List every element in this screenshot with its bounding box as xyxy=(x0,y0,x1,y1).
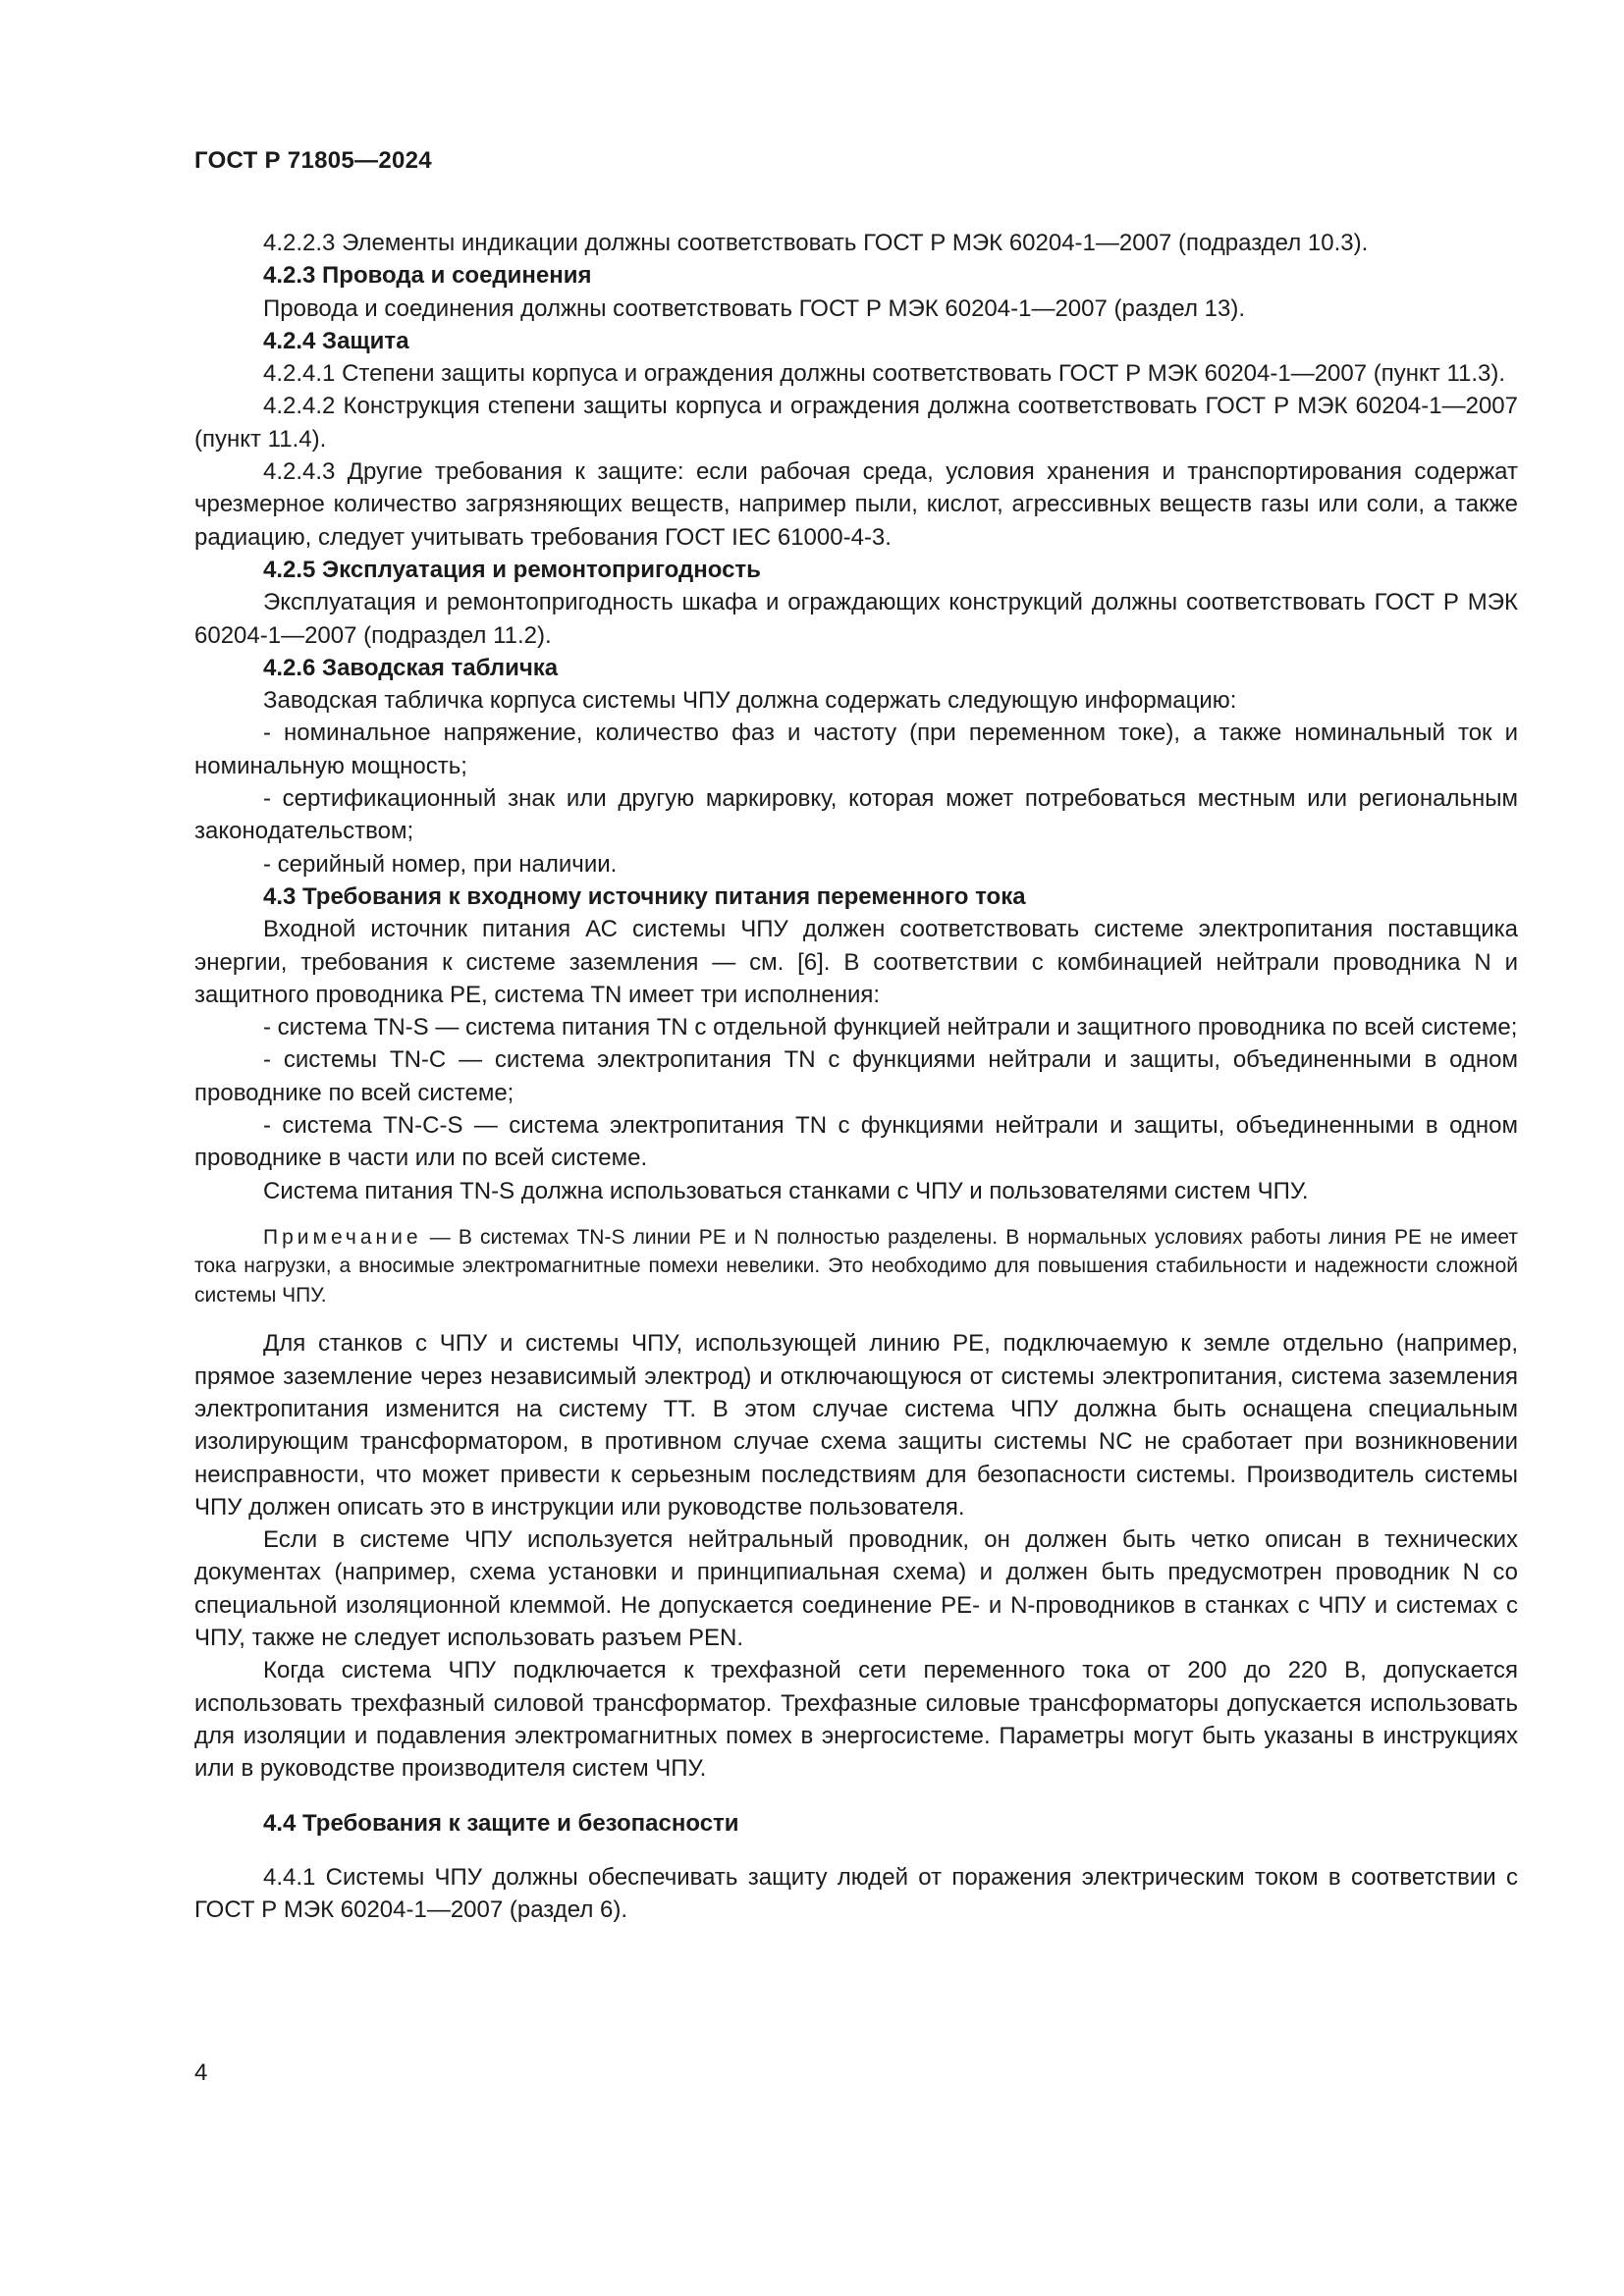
list-item-certification: - сертификационный знак или другую маркировку, которая может потребоваться местным или региональным законодательством; xyxy=(194,785,1518,845)
list-item-voltage: - номинальное напряжение, количество фаз и частоту (при переменном токе), а также номинальный ток и номинальную мощность; xyxy=(194,720,1518,779)
document-designation: ГОСТ Р 71805—2024 xyxy=(194,147,432,174)
paragraph-4-2-4-1: 4.2.4.1 Степени защиты корпуса и ограждения должны соответствовать ГОСТ Р МЭК 60204-1—2007 (пункт 11.3). xyxy=(263,360,1506,388)
list-item-tn-s: - система TN-S — система питания TN с отдельной функцией нейтрали и защитного проводника по всей системе; xyxy=(263,1014,1518,1041)
document-body xyxy=(194,227,1518,1926)
list-item-tn-c: - системы TN-C — система электропитания TN с функциями нейтрали и защиты, объединенными в одном проводнике по всей системе; xyxy=(194,1046,1518,1106)
note-label: Примечание xyxy=(263,1225,422,1249)
paragraph-4-2-2-3: 4.2.2.3 Элементы индикации должны соответствовать ГОСТ Р МЭК 60204-1—2007 (подраздел 10.3). xyxy=(263,230,1369,256)
paragraph-4-4-1: 4.4.1 Системы ЧПУ должны обеспечивать защиту людей от поражения электрическим током в соответствии с ГОСТ Р МЭК 60204-1—2007 (раздел 6). xyxy=(194,1863,1518,1924)
paragraph-three-phase: Когда система ЧПУ подключается к трехфазной сети переменного тока от 200 до 220 В, допускается использовать трехфазный силовой трансформатор. Трехфазные силовые трансформаторы допускается использовать для изоляции и подавления электромагнитных помех в энергосистеме. Параметры могут быть указаны в инструкциях или в руководстве производителя систем ЧПУ. xyxy=(194,1657,1518,1783)
paragraph-wires: Провода и соединения должны соответствовать ГОСТ Р МЭК 60204-1—2007 (раздел 13). xyxy=(263,294,1245,322)
heading-4-2-3: 4.2.3 Провода и соединения xyxy=(263,262,592,290)
heading-4-2-4: 4.2.4 Защита xyxy=(263,327,409,354)
paragraph-tn-s-usage: Система питания TN-S должна использоваться станками с ЧПУ и пользователями систем ЧПУ. xyxy=(263,1177,1309,1204)
paragraph-4-2-4-2: 4.2.4.2 Конструкция степени защиты корпуса и ограждения должна соответствовать ГОСТ Р МЭК 60204-1—2007 (пункт 11.4). xyxy=(194,393,1518,453)
paragraph-nameplate: Заводская табличка корпуса системы ЧПУ должна содержать следующую информацию: xyxy=(263,687,1237,715)
document-page xyxy=(194,145,1518,1926)
paragraph-maintenance: Эксплуатация и ремонтопригодность шкафа и ограждающих конструкций должны соответствовать ГОСТ Р МЭК 60204-1—2007 (подраздел 11.2). xyxy=(194,589,1518,649)
paragraph-neutral: Если в системе ЧПУ используется нейтральный проводник, он должен быть четко описан в технических документах (например, схема установки и принципиальная схема) и должен быть предусмотрен проводник N со специальной изоляционной клеммой. Не допускается соединение PE- и N-проводников в станках с ЧПУ и системах с ЧПУ, также не следует использовать разъем PEN. xyxy=(194,1526,1518,1652)
heading-4-4: 4.4 Требования к защите и безопасности xyxy=(263,1809,739,1837)
list-item-tn-c-s: - система TN-C-S — система электропитания TN с функциями нейтрали и защиты, объединенными в одном проводнике в части или по всей системе. xyxy=(194,1112,1518,1172)
paragraph-tt-system: Для станков с ЧПУ и системы ЧПУ, использующей линию PE, подключаемую к земле отдельно (например, прямое заземление через независимый электрод) и отключающуюся от системы электропитания, система заземления электропитания изменится на систему TT. В этом случае система ЧПУ должна быть оснащена специальным изолирующим трансформатором, в противном случае схема защиты системы NC не сработает при возникновении неисправности, что может привести к серьезным последствиям для безопасности системы. Производитель системы ЧПУ должен описать это в инструкции или руководстве пользователя. xyxy=(194,1330,1518,1521)
page-number: 4 xyxy=(194,2059,208,2086)
heading-4-2-5: 4.2.5 Эксплуатация и ремонтопригодность xyxy=(263,556,761,583)
list-item-serial: - серийный номер, при наличии. xyxy=(263,850,618,878)
note-text: — В системах TN-S линии PE и N полностью разделены. В нормальных условиях работы линия PE не имеет тока нагрузки, а вносимые электромагнитные помехи невелики. Это необходимо для повышения стабильности и надежности сложной системы ЧПУ. xyxy=(194,1225,1518,1307)
paragraph-4-2-4-3: 4.2.4.3 Другие требования к защите: если рабочая среда, условия хранения и транспортирования содержат чрезмерное количество загрязняющих веществ, например пыли, кислот, агрессивных веществ газы или соли, а также радиацию, следует учитывать требования ГОСТ IEC 61000-4-3. xyxy=(194,458,1518,551)
paragraph-ac-input: Входной источник питания АС системы ЧПУ должен соответствовать системе электропитания поставщика энергии, требования к системе заземления — см. [6]. В соответствии с комбинацией нейтрали проводника N и защитного проводника PE, система TN имеет три исполнения: xyxy=(194,916,1518,1008)
note-block xyxy=(194,1223,1518,1310)
heading-4-2-6: 4.2.6 Заводская табличка xyxy=(263,654,559,681)
heading-4-3: 4.3 Требования к входному источнику питания переменного тока xyxy=(263,882,1026,910)
